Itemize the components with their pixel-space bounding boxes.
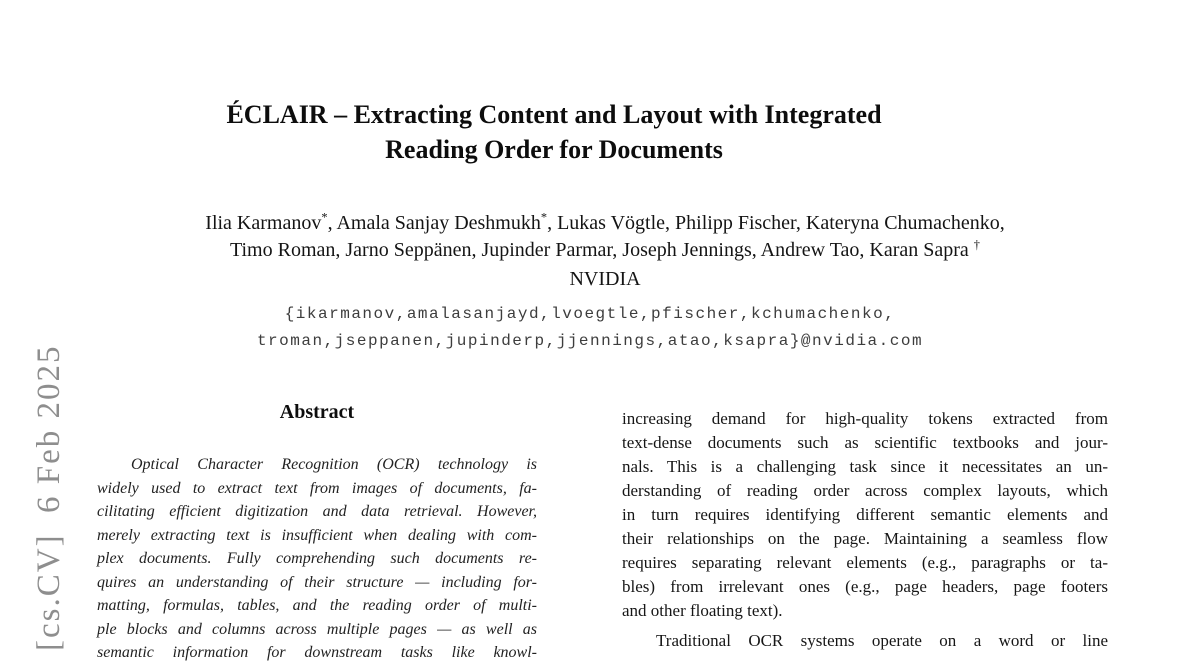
text-line: merely extracting text is insufficient when dealing with com-: [97, 526, 537, 544]
text-line: plex documents. Fully comprehending such documents re-: [97, 550, 537, 567]
text-line: widely used to extract text from images of documents, fa-: [97, 479, 537, 497]
author-names: Ilia Karmanov: [205, 212, 322, 234]
paper-title-line-2: Reading Order for Documents: [385, 135, 723, 164]
footnote-marker-dagger: †: [973, 237, 980, 252]
affiliation: NVIDIA: [569, 268, 641, 290]
text-line: cilitating efficient digitization and data retrieval. However,: [97, 503, 537, 520]
text-line: nals. This is a challenging task since it necessitates an un-: [622, 457, 1108, 476]
footnote-marker-asterisk: *: [540, 210, 548, 225]
author-line-1: [145, 210, 1065, 237]
text-line: matting, formulas, tables, and the reading order of multi-: [97, 597, 537, 614]
email-line-1: {ikarmanov,amalasanjayd,lvoegtle,pfischer,kchumachenko,: [284, 305, 896, 323]
author-names: Timo Roman, Jarno Seppänen, Jupinder Parmar, Joseph Jennings, Andrew Tao, Karan Sapra: [229, 239, 974, 261]
text-line: derstanding of reading order across complex layouts, which: [622, 481, 1108, 500]
author-names: , Lukas Vögtle, Philipp Fischer, Kateryna Chumachenko,: [547, 212, 1005, 234]
author-line-2: [145, 237, 1065, 264]
text-line: and other floating text).: [622, 601, 783, 620]
text-line: Optical Character Recognition (OCR) technology is: [131, 456, 537, 473]
text-line: their relationships on the page. Maintaining a seamless flow: [622, 529, 1108, 548]
text-line: in turn requires identifying different semantic elements and: [622, 505, 1108, 524]
email-block: [140, 301, 1040, 355]
abstract-heading: Abstract: [279, 401, 355, 423]
paper-title-line-1: ÉCLAIR – Extracting Content and Layout with Integrated: [226, 100, 882, 129]
paper-title: [197, 97, 911, 167]
text-line: requires separating relevant elements (e.g., paragraphs or ta-: [622, 553, 1108, 572]
right-column: [622, 407, 1108, 653]
arxiv-watermark: [cs.CV] 6 Feb 2025: [31, 344, 67, 651]
footnote-marker-asterisk: *: [321, 210, 328, 225]
text-line: bles) from irrelevant ones (e.g., page headers, page footers: [622, 577, 1108, 596]
author-block: [145, 210, 1065, 264]
text-line: semantic information for downstream tasks like knowl-: [97, 644, 537, 661]
text-line: increasing demand for high-quality tokens extracted from: [622, 409, 1108, 428]
email-line-2: troman,jseppanen,jupinderp,jjennings,atao,ksapra}@nvidia.com: [256, 332, 924, 350]
text-line: Traditional OCR systems operate on a word or line: [656, 631, 1108, 650]
text-line: text-dense documents such as scientific textbooks and jour-: [622, 433, 1108, 452]
intro-paragraph-2: [622, 629, 1108, 653]
abstract-paragraph: [97, 453, 537, 665]
text-line: quires an understanding of their structure — including for-: [97, 573, 537, 591]
author-names: , Amala Sanjay Deshmukh: [327, 212, 541, 234]
text-line: ple blocks and columns across multiple pages — as well as: [97, 620, 537, 638]
intro-paragraph-1: [622, 407, 1108, 623]
